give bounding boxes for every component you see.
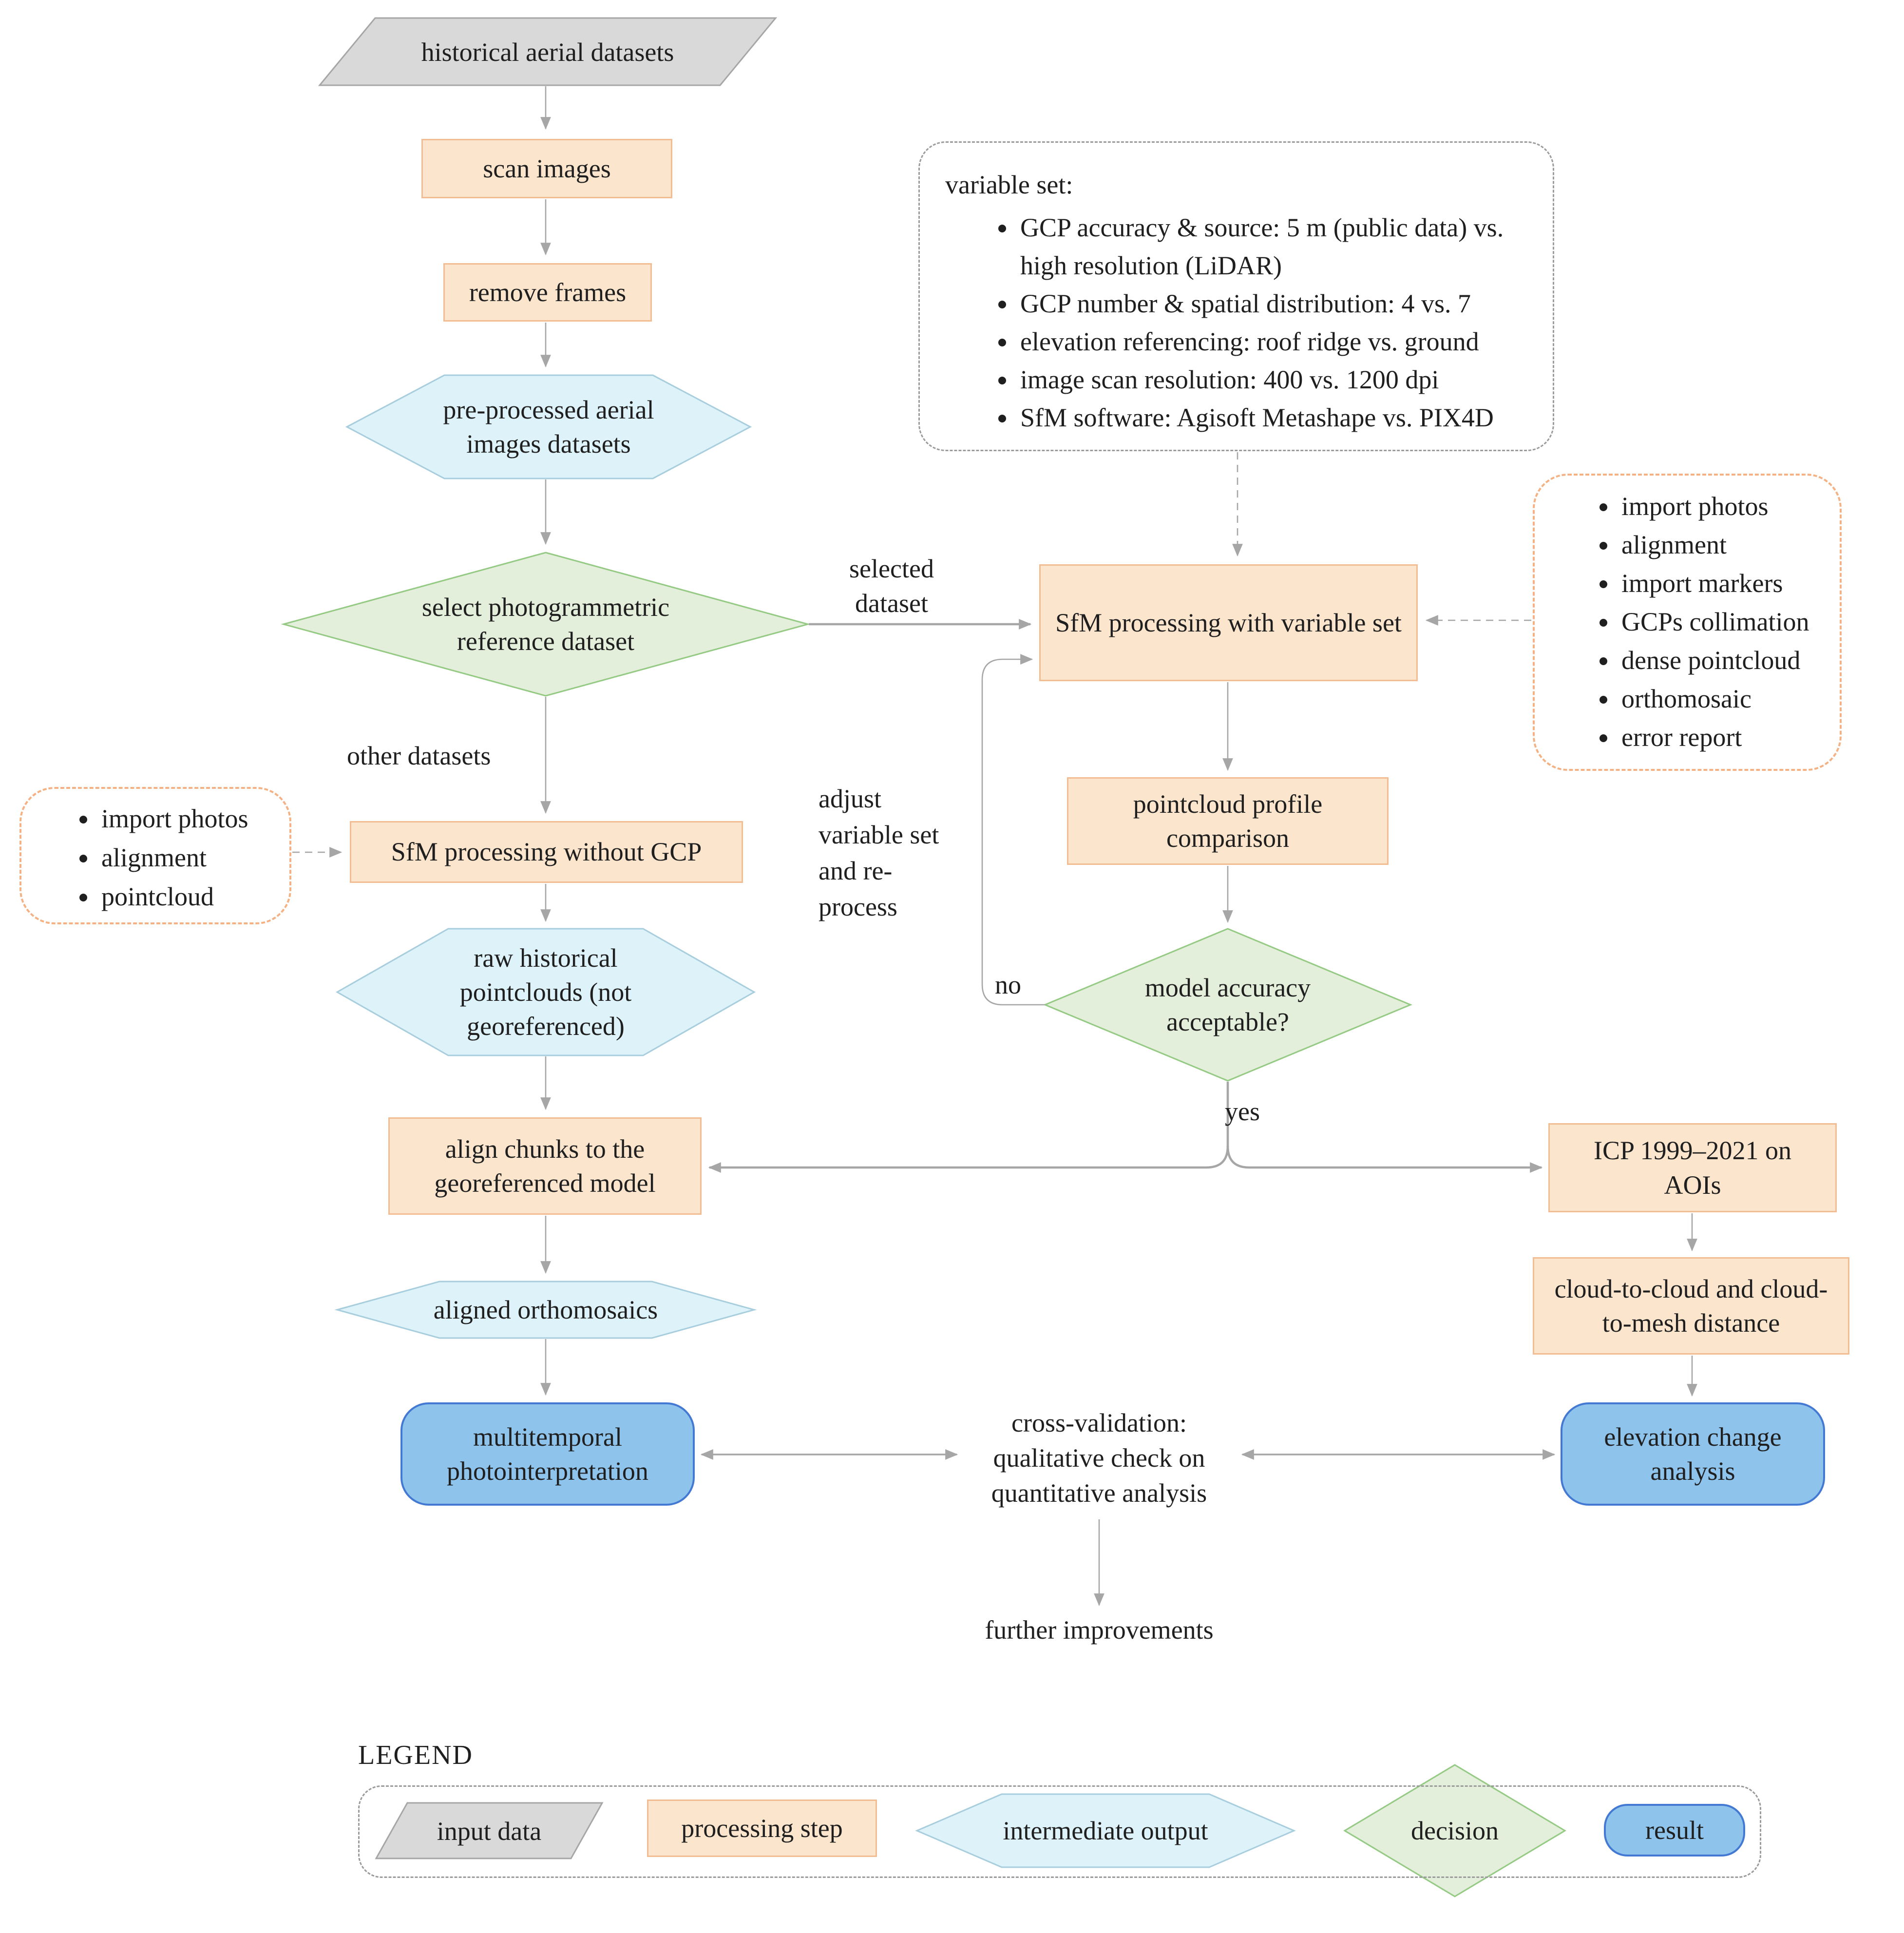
- node-scan-images: [421, 139, 672, 198]
- node-remove-frames-label: remove frames: [469, 277, 627, 307]
- variable-set-item: • GCP number & spatial distribution: 4 vs. 7: [1017, 285, 1519, 323]
- sfm-step: • dense pointcloud: [1618, 641, 1837, 680]
- node-pointcloud-profile-label: pointcloud profile comparison: [1133, 789, 1323, 853]
- node-remove-frames: [443, 263, 652, 322]
- legend-input-label: input data: [437, 1816, 542, 1846]
- label-yes: yes: [1225, 1097, 1260, 1126]
- arrow-yes-to-align: [709, 1146, 1228, 1167]
- node-select-reference-dataset: [284, 553, 808, 696]
- legend-item-decision: [1345, 1799, 1565, 1862]
- label-adjust-variable-set: adjust variable set and re-process: [819, 784, 939, 921]
- node-historical-aerial-datasets: [320, 18, 776, 86]
- node-align-chunks-label: align chunks to the georeferenced model: [434, 1134, 656, 1198]
- variable-set-item: • SfM software: Agisoft Metashape vs. PIX4D: [1017, 399, 1519, 437]
- node-aligned-orthomosaics: [337, 1282, 754, 1338]
- variable-set-item: • elevation referencing: roof ridge vs. ground: [1017, 323, 1519, 361]
- variable-set-item: • image scan resolution: 400 vs. 1200 dpi: [1017, 361, 1519, 399]
- node-raw-pointclouds-label: raw historical pointclouds (not georeferenced): [459, 943, 632, 1041]
- sfm-step: • import markers: [1618, 564, 1837, 603]
- label-no: no: [995, 970, 1021, 999]
- label-other-datasets: other datasets: [347, 741, 491, 770]
- sfm-basic-steps-list: [54, 799, 283, 916]
- label-further-improvements: further improvements: [985, 1615, 1214, 1645]
- node-aligned-orthomosaics-label: aligned orthomosaics: [433, 1295, 658, 1324]
- legend-result-label: result: [1645, 1815, 1704, 1845]
- node-multitemporal-label: multitemporal photointerpretation: [447, 1422, 648, 1486]
- node-cloud-distances-label: cloud-to-cloud and cloud-to-mesh distance: [1554, 1274, 1828, 1338]
- node-historical-label: historical aerial datasets: [421, 37, 674, 67]
- node-model-accuracy-label: model accuracy acceptable?: [1144, 973, 1311, 1036]
- arrow-no-loop: [982, 659, 1045, 1005]
- node-model-accuracy: [1045, 929, 1410, 1081]
- label-cross-validation: cross-validation: qualitative check on quantitative analysis: [991, 1408, 1207, 1508]
- sfm-step: • error report: [1618, 718, 1837, 757]
- sfm-step: • import photos: [98, 799, 283, 838]
- node-preprocessed-label: pre-processed aerial images datasets: [443, 395, 654, 459]
- legend-item-intermediate-output: [917, 1795, 1294, 1866]
- node-multitemporal-photointerpretation: [400, 1402, 695, 1506]
- sfm-step: • GCPs collimation: [1618, 603, 1837, 641]
- node-align-chunks: [388, 1117, 702, 1215]
- label-selected-dataset: selected dataset: [849, 554, 934, 618]
- legend-item-processing-step: [647, 1799, 877, 1857]
- sfm-step: • alignment: [98, 838, 283, 877]
- legend-decision-label: decision: [1411, 1816, 1499, 1845]
- node-sfm-with-variable-set-label: SfM processing with variable set: [1055, 608, 1402, 637]
- sfm-step: • import photos: [1618, 487, 1837, 526]
- node-icp-aois-label: ICP 1999–2021 on AOIs: [1593, 1136, 1792, 1200]
- node-preprocessed-aerial: [347, 375, 750, 478]
- node-icp-aois: [1548, 1123, 1837, 1212]
- legend-title: LEGEND: [358, 1740, 473, 1770]
- node-sfm-without-gcp: [350, 821, 743, 883]
- sfm-step: • pointcloud: [98, 877, 283, 916]
- variable-set-list: [954, 209, 1519, 437]
- node-scan-images-label: scan images: [483, 153, 611, 183]
- variable-set-item: • GCP accuracy & source: 5 m (public data) vs. high resolution (LiDAR): [1017, 209, 1519, 285]
- node-raw-historical-pointclouds: [337, 929, 754, 1055]
- node-pointcloud-profile-comparison: [1067, 777, 1389, 865]
- arrow-yes-to-icp: [1228, 1146, 1542, 1167]
- sfm-step: • alignment: [1618, 526, 1837, 564]
- legend-intermediate-label: intermediate output: [1003, 1816, 1208, 1845]
- legend-processing-label: processing step: [681, 1813, 843, 1843]
- node-elevation-change-label: elevation change analysis: [1604, 1422, 1782, 1486]
- node-sfm-without-gcp-label: SfM processing without GCP: [391, 837, 702, 867]
- legend-item-result: [1604, 1804, 1745, 1856]
- node-select-reference-label: select photogrammetric reference dataset: [421, 592, 670, 656]
- sfm-full-steps-list: [1574, 487, 1837, 757]
- sfm-step: • orthomosaic: [1618, 680, 1837, 718]
- node-elevation-change-analysis: [1561, 1402, 1825, 1506]
- node-cloud-distances: [1533, 1257, 1849, 1355]
- legend-item-input-data: [376, 1804, 602, 1858]
- variable-set-title: variable set:: [945, 170, 1073, 199]
- node-sfm-with-variable-set: [1039, 564, 1418, 681]
